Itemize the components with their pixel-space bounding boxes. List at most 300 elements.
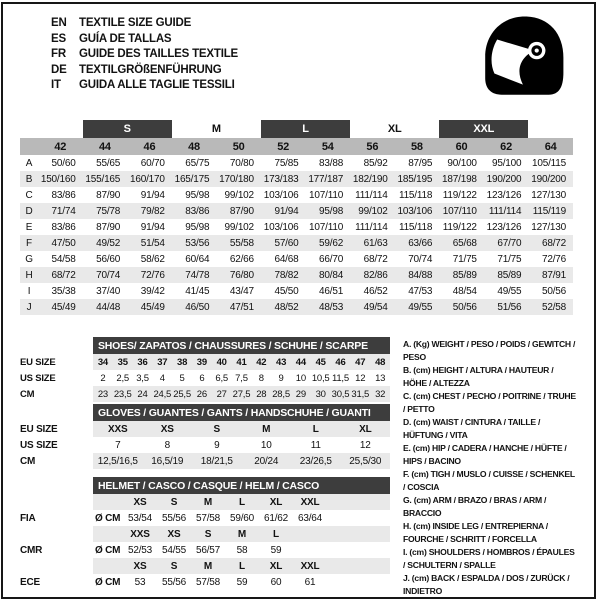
size-value: 46 — [331, 354, 351, 370]
measure-value: 87/91 — [528, 267, 573, 283]
legend-item: E. (cm) HIP / CADERA / HANCHE / HÜFTE / HIPS / BACINO — [403, 443, 567, 466]
measure-value: 45/50 — [274, 285, 299, 297]
guide-title: TEXTILGRÖßENFÜHRUNG — [79, 63, 222, 76]
language-code: FR — [51, 48, 66, 60]
measure-letter: A — [25, 157, 33, 169]
measure-value: 39/42 — [140, 285, 165, 297]
measure-value: 44/48 — [83, 299, 128, 315]
measure-letter: E — [25, 221, 33, 233]
measurement-legend — [403, 338, 576, 598]
language-row — [51, 32, 238, 48]
size-value: 45 — [311, 354, 331, 370]
measure-value: 91/94 — [140, 189, 165, 201]
row-label: US SIZE — [20, 370, 93, 386]
measure-row-i — [20, 283, 573, 299]
measure-value: 87/90 — [96, 189, 121, 201]
row-label — [20, 558, 93, 574]
measure-value: 56/60 — [96, 253, 121, 265]
group-spacer — [528, 120, 573, 138]
measure-value: 115/118 — [398, 189, 433, 201]
main-size-table — [20, 120, 573, 315]
measure-value: 107/110 — [309, 189, 344, 201]
diameter-cm-label: Ø CM — [95, 544, 121, 556]
measure-value: 105/115 — [531, 157, 566, 169]
size-value: S — [157, 558, 191, 574]
size-value: 56/57 — [195, 544, 221, 556]
size-value: 3,5 — [136, 372, 149, 384]
measure-value: 49/55 — [395, 299, 440, 315]
measure-value: 70/80 — [229, 157, 254, 169]
size-value: XXS — [123, 526, 157, 542]
measure-letter: B — [20, 171, 38, 187]
measure-value: 45/49 — [127, 299, 172, 315]
helmet-icon-svg — [476, 11, 568, 103]
measure-value: 55/65 — [96, 157, 121, 169]
size-value: 24 — [133, 386, 153, 402]
language-row — [51, 78, 238, 94]
measure-value: 37/40 — [96, 285, 121, 297]
size-value: 10,5 — [311, 372, 330, 384]
size-value: 13 — [375, 372, 386, 384]
row-label: CM — [20, 386, 93, 402]
measure-value: 190/200 — [484, 171, 529, 187]
measure-value: 70/74 — [408, 253, 433, 265]
measure-value: 84/88 — [395, 267, 440, 283]
size-value: 12 — [359, 439, 371, 451]
row-label — [20, 526, 93, 542]
legend-item: C. (cm) CHEST / PECHO / POITRINE / TRUHE / PETTO — [403, 391, 576, 414]
size-value: 63/64 — [297, 512, 323, 524]
size-col-52: 52 — [261, 138, 306, 155]
size-value: M — [191, 558, 225, 574]
measure-value: 74/78 — [172, 267, 217, 283]
measure-value: 60/64 — [185, 253, 210, 265]
size-value: 32 — [370, 386, 390, 402]
measure-value: 50/56 — [541, 285, 566, 297]
measure-value: 75/85 — [274, 157, 299, 169]
measure-row-j — [20, 299, 573, 315]
size-group-row — [20, 120, 573, 138]
row-label: EU SIZE — [20, 354, 93, 370]
measure-letter: C — [25, 189, 33, 201]
size-value: XXL — [293, 494, 327, 510]
filler-cell — [327, 558, 390, 574]
size-value: 23 — [93, 386, 113, 402]
guide-title: GUIDA ALLE TAGLIE TESSILI — [79, 79, 235, 91]
measure-value: 155/165 — [83, 171, 128, 187]
measure-row-b — [20, 171, 573, 187]
sub-table-title: SHOES/ ZAPATOS / CHAUSSURES / SCHUHE / SCARPE — [93, 337, 390, 354]
measure-value: 170/180 — [216, 171, 261, 187]
measure-value: 173/183 — [261, 171, 306, 187]
size-value: M — [242, 421, 292, 437]
sub-table-row — [20, 494, 390, 510]
measure-row-a — [20, 155, 573, 171]
size-value: 41 — [232, 354, 252, 370]
measure-value: 68/72 — [363, 253, 388, 265]
measure-value: 107/110 — [439, 203, 484, 219]
measure-value: 41/45 — [185, 285, 210, 297]
size-value: 36 — [133, 354, 153, 370]
measure-value: 48/52 — [261, 299, 306, 315]
measure-value: 111/114 — [355, 189, 388, 201]
measure-value: 91/94 — [261, 203, 306, 219]
size-number-row — [20, 138, 573, 155]
size-col-64: 64 — [528, 138, 573, 155]
sub-table-row — [20, 354, 390, 370]
size-value: XL — [341, 421, 391, 437]
size-value: 39 — [192, 354, 212, 370]
size-value: 4 — [159, 372, 165, 384]
measure-value: 50/56 — [439, 299, 484, 315]
measure-value: 60/70 — [140, 157, 165, 169]
sub-table-title-row — [20, 477, 390, 494]
measure-value: 83/86 — [172, 203, 217, 219]
size-value: 8 — [164, 439, 170, 451]
measure-value: 95/98 — [305, 203, 350, 219]
size-value: 30,5 — [331, 386, 351, 402]
measure-value: 103/106 — [395, 203, 440, 219]
measure-value: 82/86 — [350, 267, 395, 283]
measure-value: 76/80 — [216, 267, 261, 283]
size-value: 8 — [258, 372, 264, 384]
size-value: 52/53 — [127, 544, 153, 556]
measure-value: 150/160 — [38, 171, 83, 187]
measure-value: 90/100 — [447, 157, 477, 169]
size-value: 28,5 — [271, 386, 291, 402]
measure-value: 83/86 — [51, 221, 76, 233]
size-value: XXS — [93, 421, 143, 437]
size-group-l: L — [261, 120, 350, 138]
sub-table-row — [20, 510, 390, 526]
diameter-cm-label — [93, 494, 123, 510]
measure-letter: F — [20, 235, 38, 251]
measure-row-c — [20, 187, 573, 203]
size-value: 59/60 — [229, 512, 255, 524]
measure-letter: J — [20, 299, 38, 315]
measure-value: 43/47 — [229, 285, 254, 297]
measure-value: 87/90 — [216, 203, 261, 219]
size-value: 37 — [152, 354, 172, 370]
language-row — [51, 47, 238, 63]
size-value: 20/24 — [242, 453, 292, 469]
size-value: 23/26,5 — [291, 453, 341, 469]
size-value: 10 — [295, 372, 306, 384]
measure-value: 177/187 — [305, 171, 350, 187]
size-value: 27 — [212, 386, 232, 402]
measure-value: 123/126 — [486, 189, 522, 201]
gloves-table — [20, 404, 390, 469]
measure-value: 72/76 — [541, 253, 566, 265]
size-value: 27,5 — [232, 386, 252, 402]
size-group-xl: XL — [387, 123, 402, 135]
size-value: XS — [157, 526, 191, 542]
sub-table-row — [20, 386, 390, 402]
size-value: XXL — [293, 558, 327, 574]
size-col-60: 60 — [439, 138, 484, 155]
measure-value: 49/54 — [350, 299, 395, 315]
measure-value: 47/53 — [408, 285, 433, 297]
legend-item: J. (cm) BACK / ESPALDA / DOS / ZURÜCK / INDIETRO — [403, 573, 570, 596]
legend-item: G. (cm) ARM / BRAZO / BRAS / ARM / BRACCIO — [403, 495, 547, 518]
size-col-58: 58 — [395, 138, 440, 155]
measure-letter: I — [27, 285, 31, 297]
filler-cell — [327, 510, 390, 526]
legend-item: F. (cm) TIGH / MUSLO / CUISSE / SCHENKEL / COSCIA — [403, 469, 575, 492]
shoes-table — [20, 337, 390, 402]
measure-value: 49/55 — [497, 285, 522, 297]
measure-value: 63/66 — [395, 235, 440, 251]
guide-title: GUIDE DES TAILLES TEXTILE — [79, 48, 238, 60]
measure-value: 85/92 — [363, 157, 388, 169]
row-label: FIA — [20, 510, 93, 526]
measure-value: 55/58 — [216, 235, 261, 251]
size-value: M — [225, 526, 259, 542]
size-value: 25,5/30 — [341, 453, 391, 469]
diameter-cm-label — [93, 526, 123, 542]
sub-table-row — [20, 453, 390, 469]
filler-cell — [327, 542, 390, 558]
size-value: 6,5 — [215, 372, 228, 384]
measure-value: 85/89 — [439, 267, 484, 283]
diameter-cm-label: Ø CM — [95, 576, 121, 588]
size-value: XS — [123, 494, 157, 510]
measure-value: 35/38 — [51, 285, 76, 297]
legend-item: A. (Kg) WEIGHT / PESO / POIDS / GEWITCH / PESO — [403, 339, 576, 362]
language-row — [51, 63, 238, 79]
measure-value: 115/118 — [398, 221, 433, 233]
measure-value: 61/63 — [350, 235, 395, 251]
size-value: 25,5 — [172, 386, 192, 402]
measure-value: 78/82 — [261, 267, 306, 283]
size-value: 55/56 — [161, 576, 187, 588]
size-value: 40 — [212, 354, 232, 370]
measure-value: 65/75 — [185, 157, 210, 169]
size-value: 48 — [370, 354, 390, 370]
size-value — [293, 542, 327, 558]
measure-value: 46/52 — [363, 285, 388, 297]
size-value: 55/56 — [161, 512, 187, 524]
measure-value: 83/88 — [319, 157, 344, 169]
measure-value: 67/70 — [484, 235, 529, 251]
size-value: 9 — [278, 372, 284, 384]
size-value: 5 — [179, 372, 185, 384]
measure-row-d — [20, 203, 573, 219]
size-value: 60 — [270, 576, 282, 588]
size-value: 2 — [100, 372, 106, 384]
sub-table-title: HELMET / CASCO / CASQUE / HELM / CASCO — [93, 477, 390, 494]
language-code: DE — [51, 63, 67, 76]
measure-value: 70/74 — [83, 267, 128, 283]
helmet-size-table — [20, 477, 390, 590]
size-value: S — [192, 421, 242, 437]
guide-title: GUÍA DE TALLAS — [79, 32, 172, 45]
size-value: 47 — [350, 354, 370, 370]
size-value: 35 — [113, 354, 133, 370]
size-value: 58 — [236, 544, 248, 556]
sub-table-row — [20, 370, 390, 386]
measure-value: 187/198 — [439, 171, 484, 187]
size-value: 12,5/16,5 — [93, 453, 143, 469]
sub-table-row — [20, 526, 390, 542]
row-label: EU SIZE — [20, 421, 93, 437]
size-value: 6 — [199, 372, 205, 384]
measure-value: 68/72 — [528, 235, 573, 251]
helmet-icon — [476, 11, 568, 103]
size-value: 9 — [214, 439, 220, 451]
measure-value: 46/51 — [319, 285, 344, 297]
measure-value: 66/70 — [319, 253, 344, 265]
measure-value: 107/110 — [309, 221, 344, 233]
measure-value: 45/49 — [38, 299, 83, 315]
size-value: 54/55 — [161, 544, 187, 556]
measure-value: 48/54 — [452, 285, 477, 297]
size-value: 38 — [172, 354, 192, 370]
size-row-spacer — [20, 138, 38, 155]
legend-item: B. (cm) HEIGHT / ALTURA / HAUTEUR / HÖHE / ALTEZZA — [403, 365, 554, 388]
measure-value: 127/130 — [531, 189, 566, 201]
size-value: 2,5 — [116, 372, 129, 384]
measure-value: 103/106 — [263, 221, 299, 233]
size-value: 31,5 — [350, 386, 370, 402]
sub-table-row — [20, 437, 390, 453]
measure-value: 71/74 — [38, 203, 83, 219]
size-value: 18/21,5 — [192, 453, 242, 469]
guide-title: TEXTILE SIZE GUIDE — [79, 17, 192, 29]
measure-value: 71/75 — [497, 253, 522, 265]
measure-value: 160/170 — [127, 171, 172, 187]
measure-value: 79/82 — [127, 203, 172, 219]
row-label: CMR — [20, 542, 93, 558]
size-value: 12 — [355, 372, 366, 384]
measure-value: 47/50 — [38, 235, 83, 251]
measure-letter: G — [25, 253, 33, 265]
size-value: 43 — [271, 354, 291, 370]
measure-value: 99/102 — [350, 203, 395, 219]
measure-letter: H — [20, 267, 38, 283]
measure-value: 99/102 — [224, 221, 254, 233]
size-value: 7 — [115, 439, 121, 451]
measure-value: 68/72 — [38, 267, 83, 283]
row-label: US SIZE — [20, 437, 93, 453]
language-code: EN — [51, 17, 67, 29]
size-col-62: 62 — [484, 138, 529, 155]
measure-value: 85/89 — [484, 267, 529, 283]
size-col-42: 42 — [38, 138, 83, 155]
measure-value: 46/50 — [172, 299, 217, 315]
measure-value: 58/62 — [140, 253, 165, 265]
size-group-xxl: XXL — [439, 120, 528, 138]
measure-row-e — [20, 219, 573, 235]
size-value: 24,5 — [152, 386, 172, 402]
sub-table-row — [20, 421, 390, 437]
size-value: 23,5 — [113, 386, 133, 402]
measure-letter: D — [20, 203, 38, 219]
size-value: 7,5 — [235, 372, 248, 384]
size-value: 61 — [304, 576, 316, 588]
size-value: 10 — [260, 439, 272, 451]
size-col-46: 46 — [127, 138, 172, 155]
size-value: XL — [259, 558, 293, 574]
sub-table-row — [20, 558, 390, 574]
size-col-48: 48 — [172, 138, 217, 155]
measure-value: 119/122 — [442, 221, 477, 233]
measure-value: 95/98 — [185, 221, 210, 233]
size-value: L — [291, 421, 341, 437]
size-col-54: 54 — [305, 138, 350, 155]
sub-table-title-row — [20, 404, 390, 421]
measure-value: 65/68 — [439, 235, 484, 251]
size-value: S — [191, 526, 225, 542]
measure-value: 62/66 — [229, 253, 254, 265]
size-value: XL — [259, 494, 293, 510]
measure-value: 123/126 — [486, 221, 522, 233]
row-label: ECE — [20, 574, 93, 590]
sub-table-title: GLOVES / GUANTES / GANTS / HANDSCHUHE / GUANTI — [93, 404, 390, 421]
size-value: 28 — [251, 386, 271, 402]
language-title-list — [51, 16, 238, 94]
measure-value: 119/122 — [442, 189, 477, 201]
language-row — [51, 16, 238, 32]
size-value: 59 — [270, 544, 282, 556]
size-value: M — [191, 494, 225, 510]
language-code: ES — [51, 32, 66, 45]
measure-value: 75/78 — [83, 203, 128, 219]
size-value: 61/62 — [263, 512, 289, 524]
legend-item: I. (cm) SHOULDERS / HOMBROS / ÉPAULES / SCHULTERN / SPALLE — [403, 547, 575, 570]
row-label: CM — [20, 453, 93, 469]
size-value: 30 — [311, 386, 331, 402]
size-value: L — [225, 558, 259, 574]
measure-value: 52/58 — [528, 299, 573, 315]
measure-value: 50/60 — [51, 157, 76, 169]
measure-value: 59/62 — [305, 235, 350, 251]
size-value: 29 — [291, 386, 311, 402]
sub-table-row — [20, 574, 390, 590]
measure-value: 54/58 — [51, 253, 76, 265]
measure-value: 182/190 — [350, 171, 395, 187]
measure-value: 80/84 — [305, 267, 350, 283]
measure-value: 91/94 — [140, 221, 165, 233]
size-value: L — [225, 494, 259, 510]
filler-cell — [327, 574, 390, 590]
size-group-s: S — [83, 120, 172, 138]
size-value: 11 — [310, 439, 321, 451]
size-group-m: M — [211, 123, 221, 135]
filler-cell — [327, 494, 390, 510]
size-value: XS — [143, 421, 193, 437]
size-col-44: 44 — [83, 138, 128, 155]
measure-value: 57/60 — [261, 235, 306, 251]
measure-value: 51/56 — [484, 299, 529, 315]
size-value: 57/58 — [195, 576, 221, 588]
size-value: XS — [123, 558, 157, 574]
measure-value: 71/75 — [452, 253, 477, 265]
legend-item: D. (cm) WAIST / CINTURA / TAILLE / HÜFTUNG / VITA — [403, 417, 541, 440]
size-value: 53 — [134, 576, 146, 588]
measure-value: 190/200 — [528, 171, 573, 187]
measure-value: 111/114 — [484, 203, 529, 219]
measure-value: 87/95 — [408, 157, 433, 169]
diameter-cm-label — [93, 558, 123, 574]
measure-value: 127/130 — [531, 221, 566, 233]
measure-value: 64/68 — [274, 253, 299, 265]
size-value: S — [157, 494, 191, 510]
diameter-cm-label: Ø CM — [95, 512, 121, 524]
measure-value: 72/76 — [127, 267, 172, 283]
row-label — [20, 494, 93, 510]
size-value: 34 — [93, 354, 113, 370]
